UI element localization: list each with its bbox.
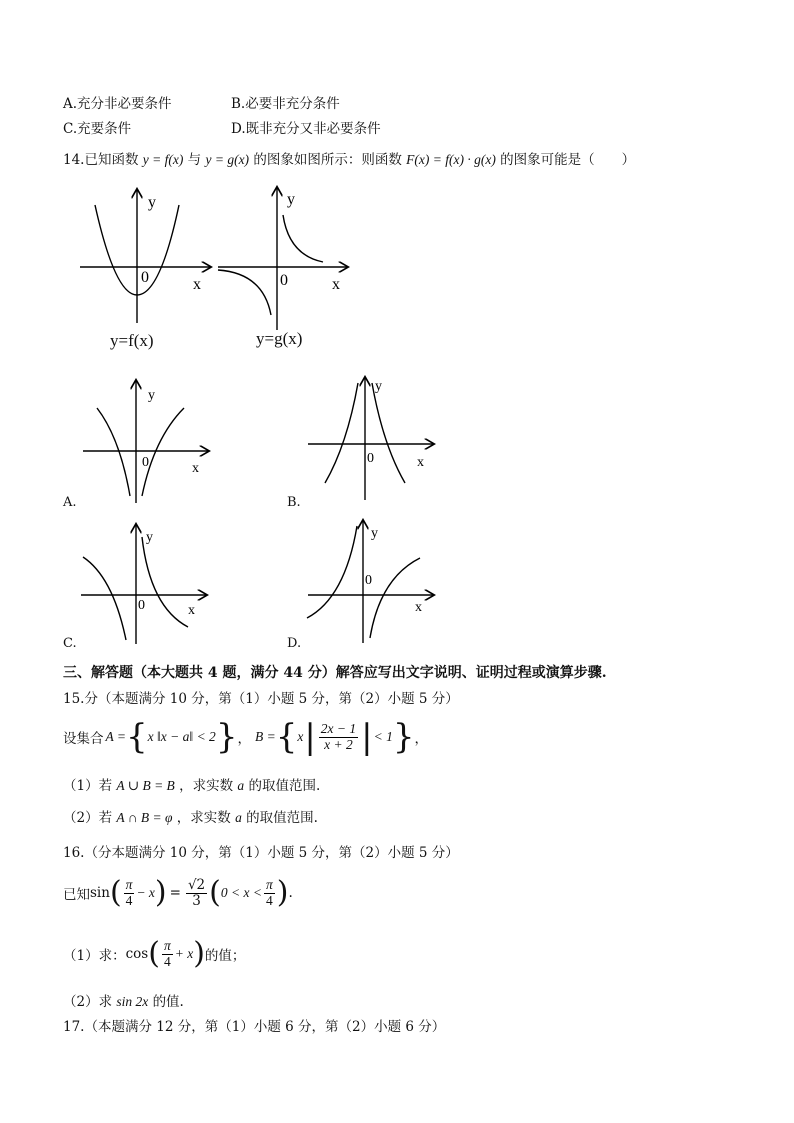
pi-over-4 (264, 878, 275, 909)
part-end: 的值. (152, 994, 184, 1010)
x-label: x (192, 461, 199, 476)
option-c: C.充要条件 (63, 121, 132, 137)
fraction-numerator: π (163, 937, 171, 953)
origin-label: 0 (138, 598, 145, 613)
origin-label: 0 (365, 573, 372, 588)
fraction-denominator: 4 (163, 953, 171, 969)
paren-open: ( (209, 875, 221, 910)
choice-b-graph (305, 375, 440, 510)
choice-a-graph (80, 378, 215, 508)
option-b: B.必要非充分条件 (231, 96, 340, 112)
brace-close: } (392, 717, 415, 757)
paren-open: ( (109, 875, 122, 910)
graph-f-caption: y=f(x) (110, 331, 154, 350)
x-label: x (188, 603, 195, 618)
x-label: x (415, 600, 422, 615)
part-end: 的值； (204, 948, 246, 964)
q15-fraction (319, 722, 358, 753)
pi-over-4 (162, 939, 173, 970)
origin-label: 0 (141, 269, 149, 286)
paren-close: ) (193, 936, 205, 971)
curve-left (325, 383, 358, 483)
part-end: 的取值范围. (248, 778, 321, 794)
x-label: x (332, 276, 340, 293)
brace-open: { (275, 717, 298, 757)
fraction-numerator: π (125, 876, 133, 892)
choice-a-label: A. (63, 495, 77, 510)
origin-label: 0 (142, 455, 149, 470)
fraction-denominator: 4 (125, 892, 133, 908)
x-label: x (417, 455, 424, 470)
abs-bar: | (304, 717, 316, 757)
pi-over-4 (124, 878, 135, 909)
curve-left (83, 557, 126, 640)
y-label: y (287, 191, 295, 208)
q16-given-prefix: 已知 (63, 887, 90, 903)
sin-func: sin (90, 885, 110, 901)
option-d: D.既非充分又非必要条件 (231, 121, 381, 137)
q14-prefix: 14.已知函数 (63, 152, 139, 168)
period: . (288, 885, 293, 901)
question-15-sets (63, 712, 428, 762)
part-label: （1）求： (63, 948, 126, 964)
curve-right (142, 537, 188, 627)
graph-f (75, 185, 220, 330)
choice-d-graph (305, 518, 440, 648)
q15-set-prefix: 设集合 (63, 731, 104, 747)
origin-label: 0 (280, 272, 288, 289)
question-16-part-1 (63, 928, 245, 980)
y-label: y (146, 530, 153, 545)
part-label: （2）若 (63, 810, 113, 826)
y-label: y (375, 379, 382, 394)
minus-x: − x (136, 885, 155, 900)
part-expr: sin 2x (116, 994, 149, 1009)
graph-g-caption: y=g(x) (256, 329, 303, 348)
question-15-part-1 (63, 774, 320, 794)
fraction-denominator: 3 (192, 892, 201, 909)
question-16-header: 16.（分本题满分 10 分，第（1）小题 5 分，第（2）小题 5 分） (63, 845, 459, 861)
question-16-given (63, 867, 293, 919)
cos-func: cos (125, 946, 149, 962)
fraction-numerator: π (265, 876, 273, 892)
choice-c-label: C. (63, 636, 77, 651)
part-expr: A ∩ B = φ (116, 810, 173, 825)
x-label: x (193, 276, 201, 293)
q14-mid1: 与 (187, 152, 202, 168)
q14-F-expr: F(x) = f(x) · g(x) (406, 152, 496, 167)
part-end: 的取值范围. (246, 810, 318, 826)
curve-right (142, 408, 184, 496)
origin-label: 0 (367, 451, 374, 466)
choice-d-label: D. (287, 636, 302, 651)
curve-right (372, 383, 405, 483)
brace-open: { (126, 717, 148, 757)
curve-left (307, 526, 357, 618)
paren-close: ) (154, 875, 167, 910)
section-3-title: 三、解答题（本大题共 4 题，满分 44 分）解答应写出文字说明、证明过程或演算步骤. (63, 665, 607, 681)
option-a: A.充分非必要条件 (63, 96, 172, 112)
brace-close: } (215, 717, 238, 757)
q15-set-b-lhs: B = (254, 729, 276, 744)
question-14-stem (63, 148, 635, 168)
question-17-header: 17.（本题满分 12 分，第（1）小题 6 分，第（2）小题 6 分） (63, 1019, 446, 1035)
condition: 0 < x < (220, 885, 262, 900)
hyperbola-branch-left (218, 270, 271, 315)
plus-x: + x (174, 946, 194, 961)
question-16-part-2 (63, 990, 184, 1010)
y-label: y (148, 194, 156, 211)
paren-close: ) (276, 875, 289, 910)
q15-set-b-tail: < 1 (373, 729, 393, 744)
part-var: a (237, 778, 245, 793)
q15-set-a-lhs: A = (105, 729, 126, 744)
y-label: y (148, 388, 155, 403)
sqrt2-over-3 (186, 878, 207, 909)
q14-f-expr: y = f(x) (142, 152, 184, 167)
graph-g (215, 185, 360, 330)
part-suffix: ，求实数 (179, 778, 234, 794)
paren-open: ( (148, 936, 160, 971)
y-label: y (371, 526, 378, 541)
curve-left (97, 408, 130, 496)
fraction-numerator: √2 (187, 876, 206, 893)
question-15-part-2 (63, 806, 318, 826)
fraction-numerator: 2x − 1 (320, 720, 357, 736)
part-suffix: ，求实数 (176, 810, 231, 826)
q15-comma: ， (414, 731, 429, 747)
equals: = (169, 885, 181, 901)
part-var: a (235, 810, 242, 825)
fraction-denominator: x + 2 (324, 736, 353, 752)
fraction-denominator: 4 (265, 892, 273, 908)
abs-bar: | (361, 717, 373, 757)
q15-comma: ， (237, 731, 251, 747)
question-15-header: 15.分（本题满分 10 分，第（1）小题 5 分，第（2）小题 5 分） (63, 691, 459, 707)
q14-mid2: 的图象如图所示：则函数 (253, 152, 402, 168)
q15-set-a-body: x ‖x − a‖ < 2 (147, 729, 216, 744)
hyperbola-branch-right (283, 215, 323, 262)
part-label: （1）若 (63, 778, 113, 794)
part-expr: A ∪ B = B (116, 778, 175, 793)
part-label: （2）求 (63, 994, 113, 1010)
q14-g-expr: y = g(x) (205, 152, 250, 167)
choice-b-label: B. (287, 495, 301, 510)
curve-right (370, 558, 420, 638)
q15-set-b-x: x (297, 729, 304, 744)
choice-c-graph (78, 522, 213, 647)
q14-suffix: 的图象可能是（ ） (500, 152, 636, 168)
